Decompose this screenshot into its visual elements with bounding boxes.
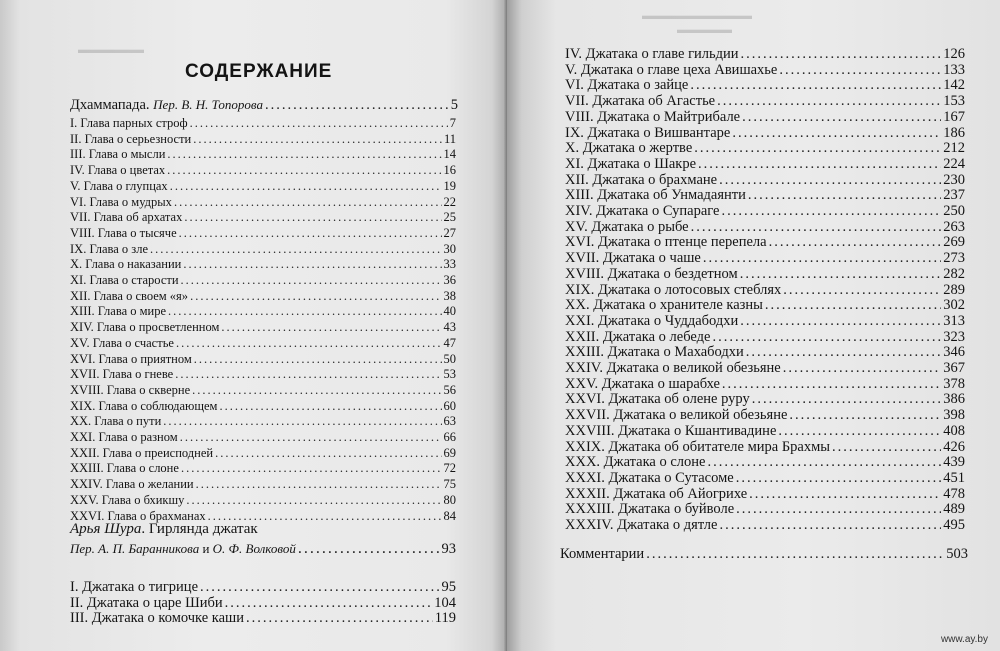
toc-entry[interactable] [565, 250, 965, 267]
toc-entry-page: 80 [443, 492, 456, 507]
toc-entry[interactable] [565, 77, 965, 94]
toc-entry-page: 398 [943, 407, 965, 424]
toc-entry[interactable] [565, 266, 965, 283]
toc-entry-label: III. Джатака о комочке каши [70, 610, 244, 627]
toc-entry[interactable] [565, 470, 965, 487]
toc-entry[interactable] [70, 289, 456, 304]
toc-entry[interactable] [565, 501, 965, 518]
toc-entry-page: 212 [943, 140, 965, 157]
toc-entry-page: 346 [943, 344, 965, 361]
leader-dots [179, 226, 442, 241]
leader-dots [150, 242, 441, 257]
toc-entry[interactable] [565, 203, 965, 220]
toc-entry-label: VI. Джатака о зайце [565, 77, 689, 94]
leader-dots [168, 304, 441, 319]
leader-dots [181, 461, 442, 476]
toc-entry[interactable] [70, 493, 456, 508]
section-header-garland: Арья Шура. Гирлянда джатак [70, 521, 258, 537]
toc-entry-label: XXVI. Джатака об олене руру [565, 391, 750, 408]
toc-entry-label: III. Глава о мысли [70, 147, 166, 162]
show-through-text: ▬▬▬▬▬▬ [78, 44, 144, 56]
toc-entry-label: XXV. Глава о бхикшу [70, 492, 185, 507]
toc-entry-dhammapada[interactable] [70, 97, 458, 114]
toc-entry[interactable] [565, 360, 965, 377]
toc-entry-label: XII. Глава о своем «я» [70, 288, 189, 303]
toc-entry-label: XXIX. Джатака об обитателе мира Брахмы [565, 438, 831, 455]
toc-entry-page: 439 [943, 454, 965, 471]
leader-dots [221, 320, 441, 335]
toc-entry-label: XXIV. Джатака о великой обезьяне [565, 360, 781, 376]
toc-entry-label: XIV. Глава о просветленном [70, 320, 220, 335]
toc-entry-page: 186 [943, 124, 965, 141]
toc-entry[interactable] [565, 172, 965, 189]
toc-entry-page: 153 [943, 93, 965, 110]
toc-entry-page: 269 [943, 234, 965, 251]
toc-entry[interactable] [565, 313, 965, 330]
toc-entry[interactable] [70, 610, 456, 627]
leader-dots [265, 97, 449, 114]
leader-dots [196, 477, 442, 492]
toc-entry[interactable] [565, 439, 965, 456]
toc-entry[interactable] [70, 210, 456, 225]
leader-dots [183, 257, 441, 272]
toc-entry[interactable] [565, 125, 965, 142]
toc-entry-label: XXXIV. Джатака о дятле [565, 517, 718, 533]
toc-entry-label: XVIII. Джатака о бездетном [565, 265, 738, 282]
toc-entry[interactable] [70, 383, 456, 398]
toc-entry[interactable] [70, 579, 456, 596]
toc-entry-page: 84 [443, 508, 456, 523]
leader-dots [721, 203, 941, 220]
toc-entry-label: VII. Джатака об Агастье [565, 93, 716, 110]
toc-entry-page: 323 [943, 328, 965, 345]
toc-entry-page: 14 [443, 147, 456, 162]
toc-entry-page: 478 [943, 485, 965, 502]
toc-entry[interactable] [565, 407, 965, 424]
leader-dots [778, 423, 941, 440]
leader-dots [181, 273, 442, 288]
toc-entry-page: 16 [443, 163, 456, 178]
toc-entry-label: X. Глава о наказании [70, 257, 182, 272]
toc-entry-label: Дхаммапада. Пер. В. Н. Топорова [70, 97, 263, 113]
toc-entry-label: XX. Джатака о хранителе казны [565, 297, 763, 314]
leader-dots [722, 376, 941, 393]
leader-dots [190, 289, 441, 304]
leader-dots [690, 77, 941, 94]
leader-dots [298, 540, 440, 558]
leader-dots [752, 391, 942, 408]
toc-entry-label: XXIII. Джатака о Махабодхи [565, 344, 744, 361]
leader-dots [765, 297, 941, 314]
toc-entry-label: XIX. Глава о соблюдающем [70, 398, 218, 413]
leader-dots [193, 132, 442, 147]
leader-dots [698, 156, 941, 173]
toc-entry-page: 230 [943, 171, 965, 188]
toc-entry-label: Пер. А. П. Баранникова и О. Ф. Волковой [70, 541, 296, 556]
leader-dots [176, 336, 442, 351]
toc-entry-page: 273 [943, 250, 965, 267]
toc-entry-page: 11 [443, 131, 456, 146]
toc-entry-label: XV. Джатака о рыбе [565, 218, 689, 235]
leader-dots [219, 399, 441, 414]
leader-dots [832, 439, 941, 456]
toc-entry-page: 47 [443, 335, 456, 350]
leader-dots [779, 62, 941, 79]
toc-entry-label: XXXI. Джатака о Сутасоме [565, 469, 734, 486]
leader-dots [712, 329, 941, 346]
toc-entry-page: 53 [443, 367, 456, 382]
leader-dots [742, 109, 941, 126]
toc-entry-page: 22 [443, 194, 456, 209]
toc-entry-page: 56 [443, 382, 456, 397]
leader-dots [748, 187, 941, 204]
toc-entry-label: XVI. Джатака о птенце перепела [565, 234, 767, 251]
leader-dots [740, 266, 942, 283]
toc-entry[interactable] [565, 486, 965, 503]
toc-entry[interactable] [565, 391, 965, 408]
toc-entry-label: IX. Глава о зле [70, 241, 149, 256]
toc-entry-label: X. Джатака о жертве [565, 140, 693, 157]
toc-entry-label: XIX. Джатака о лотосовых стеблях [565, 281, 782, 298]
toc-entry-label: XIII. Глава о мире [70, 304, 167, 319]
show-through-text: ▬▬▬▬▬ [677, 24, 732, 36]
toc-entry-label: XIV. Джатака о Супараге [565, 203, 720, 219]
leader-dots [215, 446, 441, 461]
toc-entry-page: 167 [943, 108, 965, 125]
toc-entry-label: XXI. Глава о разном [70, 430, 178, 444]
toc-entry[interactable] [70, 399, 456, 414]
toc-entry[interactable] [565, 187, 965, 204]
leader-dots [769, 234, 942, 251]
toc-entry-page: 313 [943, 312, 965, 329]
toc-entry-page: 378 [943, 375, 965, 392]
toc-entry[interactable] [565, 454, 965, 471]
show-through-text: ▬▬▬▬▬▬▬▬▬▬ [642, 10, 752, 22]
toc-entry-page: 50 [443, 351, 456, 366]
leader-dots [646, 546, 944, 563]
toc-entry[interactable] [70, 304, 456, 319]
toc-entry-label: XVI. Глава о приятном [70, 351, 192, 366]
toc-entry[interactable] [70, 242, 456, 257]
toc-entry[interactable] [70, 367, 456, 382]
leader-dots [246, 610, 433, 627]
toc-entry-page: 7 [449, 116, 456, 130]
toc-entry[interactable] [70, 163, 456, 178]
leader-dots [186, 493, 441, 508]
toc-entry[interactable] [565, 140, 965, 157]
toc-entry-label: II. Глава о серьезности [70, 131, 192, 146]
toc-entry-label: IV. Глава о цветах [70, 163, 166, 178]
toc-entry-page: 36 [443, 273, 456, 287]
watermark: www.ay.by [940, 634, 988, 645]
toc-entry[interactable] [70, 477, 456, 492]
toc-entry-label: VII. Глава об архатах [70, 210, 183, 225]
toc-entry-label: XXVI. Глава о брахманах [70, 508, 206, 523]
toc-entry-label: XVIII. Глава о скверне [70, 382, 191, 397]
toc-entry-page: 126 [943, 46, 965, 62]
toc-entry-label: IV. Джатака о главе гильдии [565, 46, 739, 62]
toc-entry-page: 93 [441, 541, 456, 557]
toc-entry-page: 104 [434, 594, 456, 611]
toc-entry-page: 66 [443, 430, 456, 444]
toc-entry-page: 63 [443, 414, 456, 429]
leader-dots [736, 501, 941, 518]
leader-dots [789, 407, 941, 424]
leader-dots [175, 367, 441, 382]
toc-entry-page: 75 [443, 477, 456, 492]
toc-entry-label: V. Глава о глупцах [70, 178, 168, 193]
toc-entry-label: XVII. Джатака о чаше [565, 250, 701, 267]
toc-entry[interactable] [70, 320, 456, 335]
leader-dots [167, 147, 441, 162]
toc-entry-page: 224 [943, 155, 965, 172]
toc-entry[interactable] [565, 93, 965, 110]
toc-entry[interactable] [70, 352, 456, 367]
leader-dots [691, 219, 942, 236]
toc-entry[interactable] [70, 336, 456, 351]
toc-entry[interactable] [70, 195, 456, 210]
toc-entry-label: XXII. Джатака о лебеде [565, 328, 711, 345]
toc-entry[interactable] [70, 430, 456, 445]
toc-entry[interactable] [565, 282, 965, 299]
leader-dots [783, 360, 942, 377]
leader-dots [746, 344, 941, 361]
leader-dots [717, 93, 941, 110]
toc-entry-label: Комментарии [560, 546, 645, 562]
toc-entry-label: XXX. Джатака о слоне [565, 454, 706, 471]
toc-entry-label: XXIV. Глава о желании [70, 477, 194, 492]
toc-entry-label: VIII. Глава о тысяче [70, 225, 177, 240]
toc-entry-page: 30 [443, 241, 456, 256]
leader-dots [703, 250, 941, 267]
toc-entry[interactable] [565, 423, 965, 440]
toc-entry-label: XXVII. Джатака о великой обезьяне [565, 407, 788, 424]
leader-dots [184, 210, 441, 225]
toc-entry-page: 489 [943, 501, 965, 518]
toc-entry-page: 250 [943, 203, 965, 219]
toc-entry-comments[interactable] [560, 546, 968, 563]
toc-entry-page: 69 [443, 445, 456, 460]
toc-entry-label: XVII. Глава о гневе [70, 367, 174, 382]
leader-dots [174, 195, 442, 210]
toc-entry[interactable] [70, 226, 456, 241]
toc-entry-label: VIII. Джатака о Майтрибале [565, 108, 741, 125]
toc-entry[interactable] [70, 132, 456, 147]
toc-entry-label: XI. Джатака о Шакре [565, 155, 697, 172]
toc-entry-label: XIII. Джатака об Унмадаянти [565, 187, 746, 204]
leader-dots [732, 125, 941, 142]
toc-entry[interactable] [565, 297, 965, 314]
leader-dots [719, 517, 941, 534]
leader-dots [192, 383, 441, 398]
toc-entry[interactable] [565, 234, 965, 251]
toc-entry-page: 289 [943, 281, 965, 298]
toc-entry-page: 426 [943, 438, 965, 455]
toc-entry-label: XXVIII. Джатака о Кшантивадине [565, 422, 777, 439]
toc-entry-page: 43 [443, 320, 456, 335]
toc-entry-page: 503 [946, 546, 968, 562]
leader-dots [707, 454, 941, 471]
page-title: СОДЕРЖАНИЕ [185, 61, 333, 82]
leader-dots [170, 179, 442, 194]
toc-entry-page: 119 [434, 610, 456, 627]
toc-entry[interactable] [70, 595, 456, 612]
toc-entry-label: XXIII. Глава о слоне [70, 461, 179, 476]
toc-entry-label: I. Глава парных строф [70, 116, 188, 130]
leader-dots [167, 163, 441, 178]
toc-entry-page: 367 [943, 360, 965, 376]
toc-entry-page: 60 [443, 398, 456, 413]
leader-dots [741, 46, 942, 63]
toc-entry-label: I. Джатака о тигрице [70, 579, 199, 595]
toc-entry[interactable] [565, 376, 965, 393]
toc-entry-label: XX. Глава о пути [70, 414, 162, 429]
leader-dots [694, 140, 941, 157]
toc-entry[interactable] [565, 517, 965, 534]
toc-entry-label: VI. Глава о мудрых [70, 194, 172, 209]
toc-entry-page: 38 [443, 288, 456, 303]
toc-entry-page: 27 [443, 225, 456, 240]
toc-entry-page: 19 [443, 178, 456, 193]
toc-entry[interactable] [70, 179, 456, 194]
leader-dots [736, 470, 942, 487]
leader-dots [225, 595, 433, 612]
toc-entry-label: XII. Джатака о брахмане [565, 171, 718, 188]
toc-entry-label: V. Джатака о главе цеха Авишахье [565, 61, 778, 78]
leader-dots [740, 313, 941, 330]
toc-entry[interactable] [565, 329, 965, 346]
toc-entry[interactable] [565, 46, 965, 63]
toc-entry-page: 237 [943, 187, 965, 204]
toc-entry-page: 40 [443, 304, 456, 319]
toc-entry-page: 408 [943, 422, 965, 439]
toc-entry[interactable] [70, 257, 456, 272]
leader-dots [749, 486, 941, 503]
toc-entry-page: 495 [943, 517, 965, 533]
toc-entry[interactable] [70, 116, 456, 131]
toc-entry-page: 282 [943, 265, 965, 282]
toc-entry[interactable] [565, 109, 965, 126]
leader-dots [180, 430, 442, 445]
toc-entry-label: XXXII. Джатака об Айогрихе [565, 485, 748, 502]
toc-entry[interactable] [70, 414, 456, 429]
toc-entry-garland[interactable] [70, 540, 456, 558]
toc-entry[interactable] [565, 344, 965, 361]
leader-dots [194, 352, 442, 367]
toc-entry[interactable] [565, 219, 965, 236]
toc-entry[interactable] [70, 273, 456, 288]
leader-dots [190, 116, 448, 131]
leader-dots [719, 172, 941, 189]
toc-entry-page: 72 [443, 461, 456, 476]
toc-entry-label: XV. Глава о счастье [70, 335, 174, 350]
toc-entry-label: XI. Глава о старости [70, 273, 179, 287]
leader-dots [163, 414, 441, 429]
toc-entry[interactable] [70, 147, 456, 162]
toc-entry-page: 95 [441, 579, 456, 595]
toc-entry-page: 133 [943, 61, 965, 78]
toc-entry-page: 5 [450, 97, 458, 113]
toc-entry-label: II. Джатака о царе Шиби [70, 594, 223, 611]
toc-entry-page: 451 [943, 469, 965, 486]
leader-dots [200, 579, 439, 596]
toc-entry-label: XXII. Глава о преисподней [70, 445, 214, 460]
toc-entry-page: 263 [943, 218, 965, 235]
toc-entry[interactable] [70, 446, 456, 461]
toc-entry-page: 142 [943, 77, 965, 94]
toc-entry[interactable] [70, 461, 456, 476]
toc-entry-label: XXV. Джатака о шарабхе [565, 375, 720, 392]
leader-dots [783, 282, 941, 299]
toc-entry-page: 302 [943, 297, 965, 314]
toc-entry-label: XXXIII. Джатака о буйволе [565, 501, 735, 518]
right-page [507, 0, 1000, 651]
toc-entry-label: XXI. Джатака о Чуддабодхи [565, 312, 739, 329]
toc-entry[interactable] [565, 62, 965, 79]
toc-entry-page: 25 [443, 210, 456, 225]
toc-entry[interactable] [565, 156, 965, 173]
toc-entry-page: 386 [943, 391, 965, 408]
toc-entry-page: 33 [443, 257, 456, 272]
toc-entry-label: IX. Джатака о Вишвантаре [565, 124, 731, 141]
